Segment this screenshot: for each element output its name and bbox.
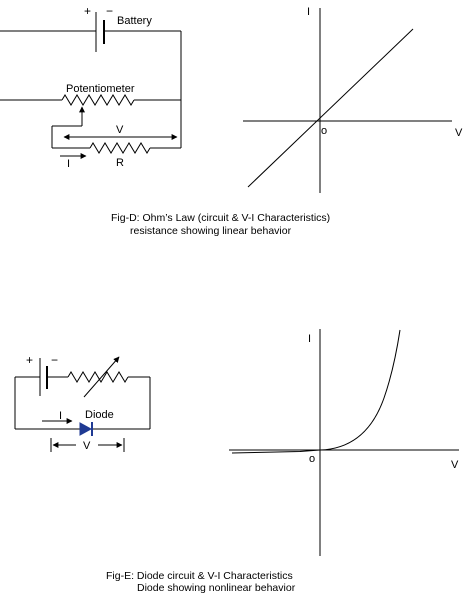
diode-triangle xyxy=(80,423,91,435)
variable-resistor-arrow xyxy=(84,357,119,397)
diode-battery-minus-sign: − xyxy=(51,353,59,367)
fig-e-caption-line1: Fig-E: Diode circuit & V-I Characteristics xyxy=(106,570,293,582)
linear-vi-graph-labels xyxy=(307,6,463,139)
diode-battery-plus-sign: + xyxy=(26,353,34,367)
graph-d-origin-label: o xyxy=(321,125,328,137)
diode-label: Diode xyxy=(85,409,114,421)
battery-label: Battery xyxy=(117,15,152,27)
fig-d-caption-line2: resistance showing linear behavior xyxy=(130,225,292,237)
resistance-label: R xyxy=(116,157,124,169)
potentiometer-resistor xyxy=(62,95,134,105)
diode-current-label: I xyxy=(59,410,63,422)
graph-e-x-label: V xyxy=(451,459,459,471)
linear-vi-graph xyxy=(243,8,452,193)
fig-d-caption-line1: Fig-D: Ohm’s Law (circuit & V-I Characteristics) xyxy=(111,212,331,224)
graph-e-exponential-curve xyxy=(232,330,400,453)
load-resistor xyxy=(90,143,150,153)
fig-e-caption-line2: Diode showing nonlinear behavior xyxy=(137,582,296,594)
battery-plus-sign: + xyxy=(84,4,92,18)
battery-minus-sign: − xyxy=(106,4,114,18)
graph-e-origin-label: o xyxy=(309,453,316,465)
graph-d-x-label: V xyxy=(455,127,463,139)
graph-e-y-label: I xyxy=(308,333,312,345)
diode-voltage-label: V xyxy=(83,440,91,452)
voltage-label: V xyxy=(116,124,124,136)
diode-symbol xyxy=(80,422,92,436)
graph-d-linear-curve xyxy=(248,29,413,187)
current-label: I xyxy=(67,158,71,170)
graph-d-y-label: I xyxy=(307,6,311,18)
diode-circuit-labels xyxy=(26,353,114,452)
diode-circuit xyxy=(15,357,150,452)
potentiometer-label: Potentiometer xyxy=(66,83,135,95)
nonlinear-vi-graph xyxy=(229,329,459,556)
